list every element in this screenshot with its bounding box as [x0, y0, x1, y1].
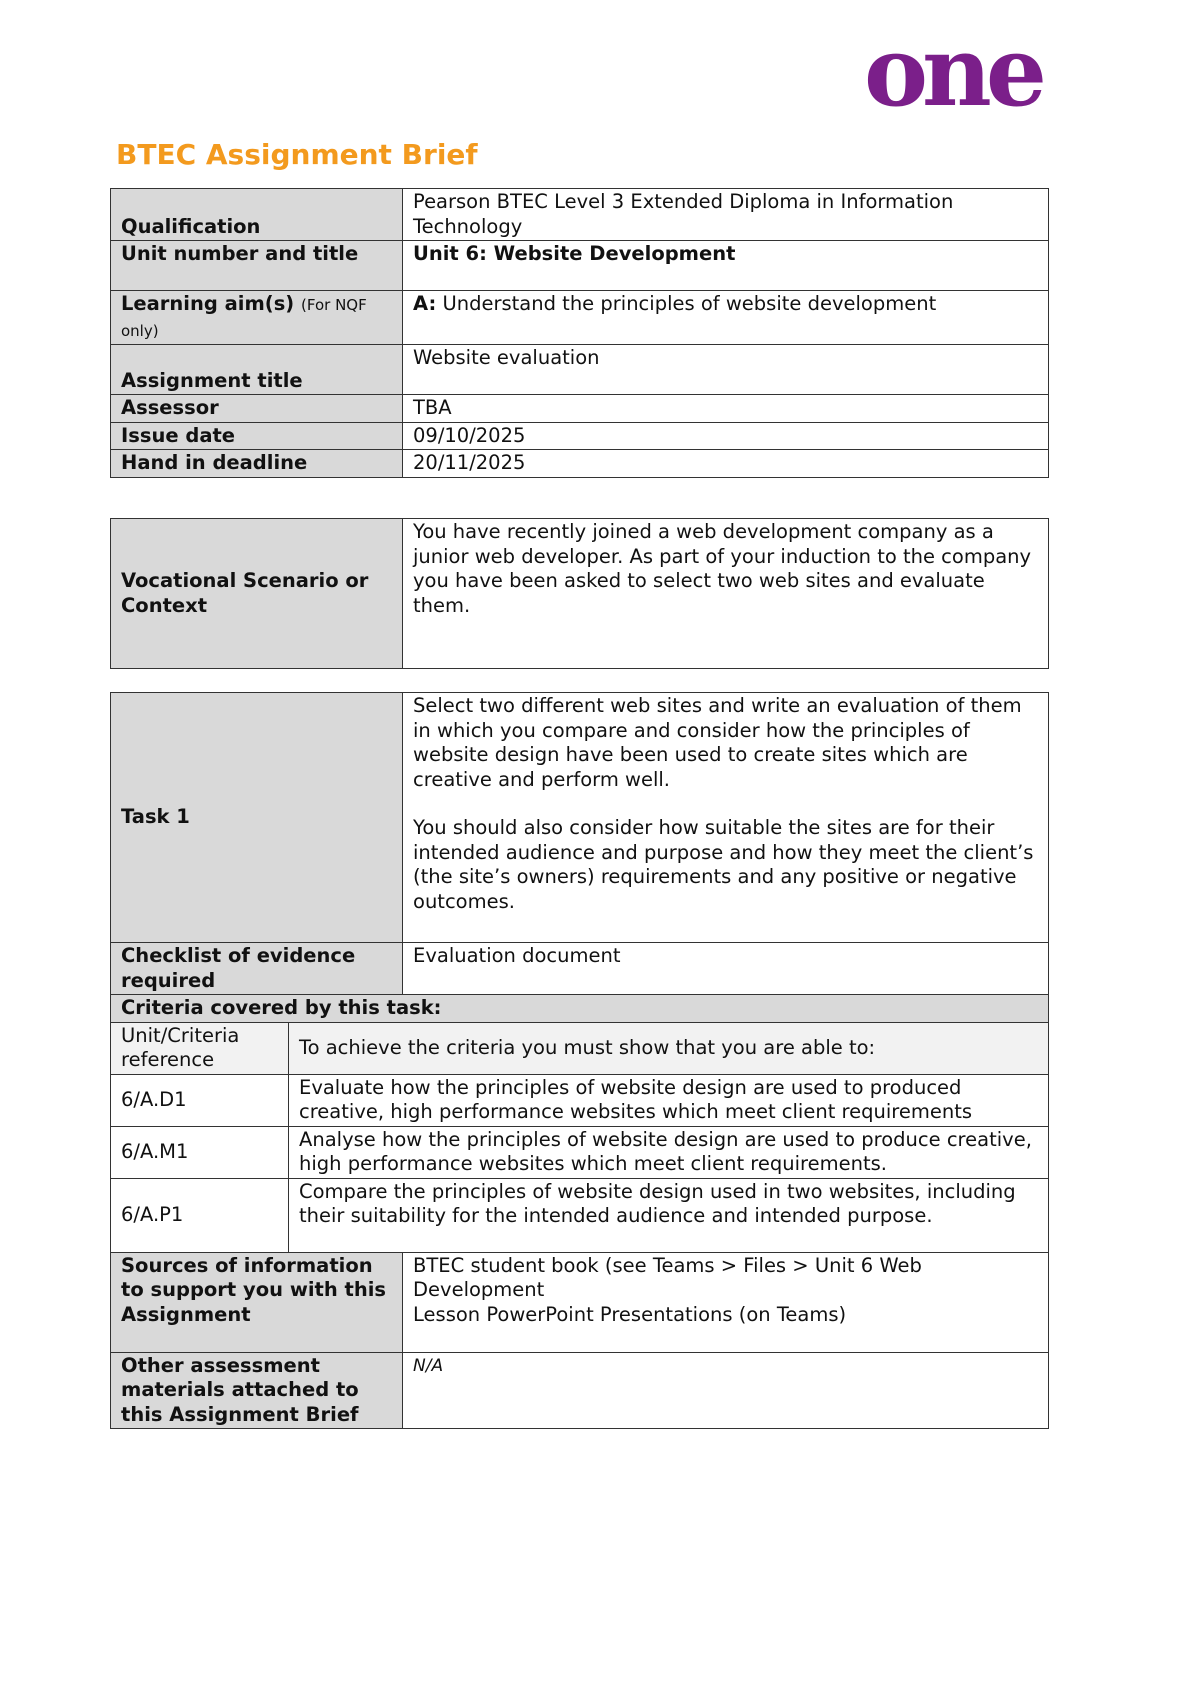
- learning-aims-note: (For NQF only): [121, 296, 367, 340]
- criteria-col2-header: To achieve the criteria you must show that you are able to:: [289, 1022, 1049, 1074]
- assessor-value: TBA: [403, 395, 1049, 423]
- criteria-code: 6/A.D1: [111, 1074, 289, 1126]
- learning-aims-label-text: Learning aim(s): [121, 292, 295, 315]
- page-title: BTEC Assignment Brief: [116, 138, 478, 171]
- assignment-title-label: Assignment title: [111, 345, 403, 395]
- task-paragraph-2: You should also consider how suitable the sites are for their intended audience and purpose and how they meet the client’s (the site’s owners) requirements and any positive or negative outcomes.: [413, 816, 1034, 913]
- criteria-col1-header: Unit/Criteria reference: [111, 1022, 289, 1074]
- college-logo: one: [864, 15, 1041, 128]
- criteria-code: 6/A.M1: [111, 1126, 289, 1178]
- unit-value: Unit 6: Website Development: [403, 241, 1049, 291]
- scenario-text: You have recently joined a web development company as a junior web developer. As part of your induction to the company you have been asked to select two web sites and evaluate them.: [403, 519, 1049, 669]
- deadline-value: 20/11/2025: [403, 450, 1049, 478]
- assignment-details-table: [110, 188, 1049, 478]
- issue-date-value: 09/10/2025: [403, 422, 1049, 450]
- criteria-text: Evaluate how the principles of website design are used to produced creative, high performance websites which meet client requirements: [289, 1074, 1049, 1126]
- criteria-row: [111, 1074, 1049, 1126]
- checklist-value: Evaluation document: [403, 943, 1049, 995]
- learning-aims-prefix: A:: [413, 292, 437, 315]
- task-description: [403, 693, 1049, 943]
- assignment-title-value: Website evaluation: [403, 345, 1049, 395]
- learning-aims-value: [403, 291, 1049, 345]
- qualification-label: Qualification: [111, 189, 403, 241]
- scenario-label: Vocational Scenario or Context: [111, 519, 403, 669]
- criteria-text: Compare the principles of website design used in two websites, including their suitability for the intended audience and intended purpose.: [289, 1178, 1049, 1252]
- qualification-value: Pearson BTEC Level 3 Extended Diploma in Information Technology: [403, 189, 1049, 241]
- criteria-code: 6/A.P1: [111, 1178, 289, 1252]
- task-table: [110, 692, 1049, 1429]
- criteria-row: [111, 1178, 1049, 1252]
- assessor-label: Assessor: [111, 395, 403, 423]
- learning-aims-text: Understand the principles of website development: [442, 292, 937, 315]
- criteria-row: [111, 1126, 1049, 1178]
- issue-date-label: Issue date: [111, 422, 403, 450]
- other-materials-value: N/A: [403, 1352, 1049, 1429]
- learning-aims-label: [111, 291, 403, 345]
- deadline-label: Hand in deadline: [111, 450, 403, 478]
- task-paragraph-1: Select two different web sites and write an evaluation of them in which you compare and consider how the principles of website design have been used to create sites which are creative and perform well.: [413, 694, 1022, 791]
- task-label: Task 1: [111, 693, 403, 943]
- other-materials-label: Other assessment materials attached to this Assignment Brief: [111, 1352, 403, 1429]
- scenario-table: [110, 518, 1049, 669]
- sources-label: Sources of information to support you with this Assignment: [111, 1252, 403, 1352]
- unit-label: Unit number and title: [111, 241, 403, 291]
- sources-line-2: Lesson PowerPoint Presentations (on Teams): [413, 1302, 847, 1326]
- sources-line-1: BTEC student book (see Teams > Files > Unit 6 Web Development: [413, 1253, 922, 1301]
- criteria-heading: Criteria covered by this task:: [111, 995, 1049, 1023]
- criteria-text: Analyse how the principles of website design are used to produce creative, high performance websites which meet client requirements.: [289, 1126, 1049, 1178]
- checklist-label: Checklist of evidence required: [111, 943, 403, 995]
- sources-value: [403, 1252, 1049, 1352]
